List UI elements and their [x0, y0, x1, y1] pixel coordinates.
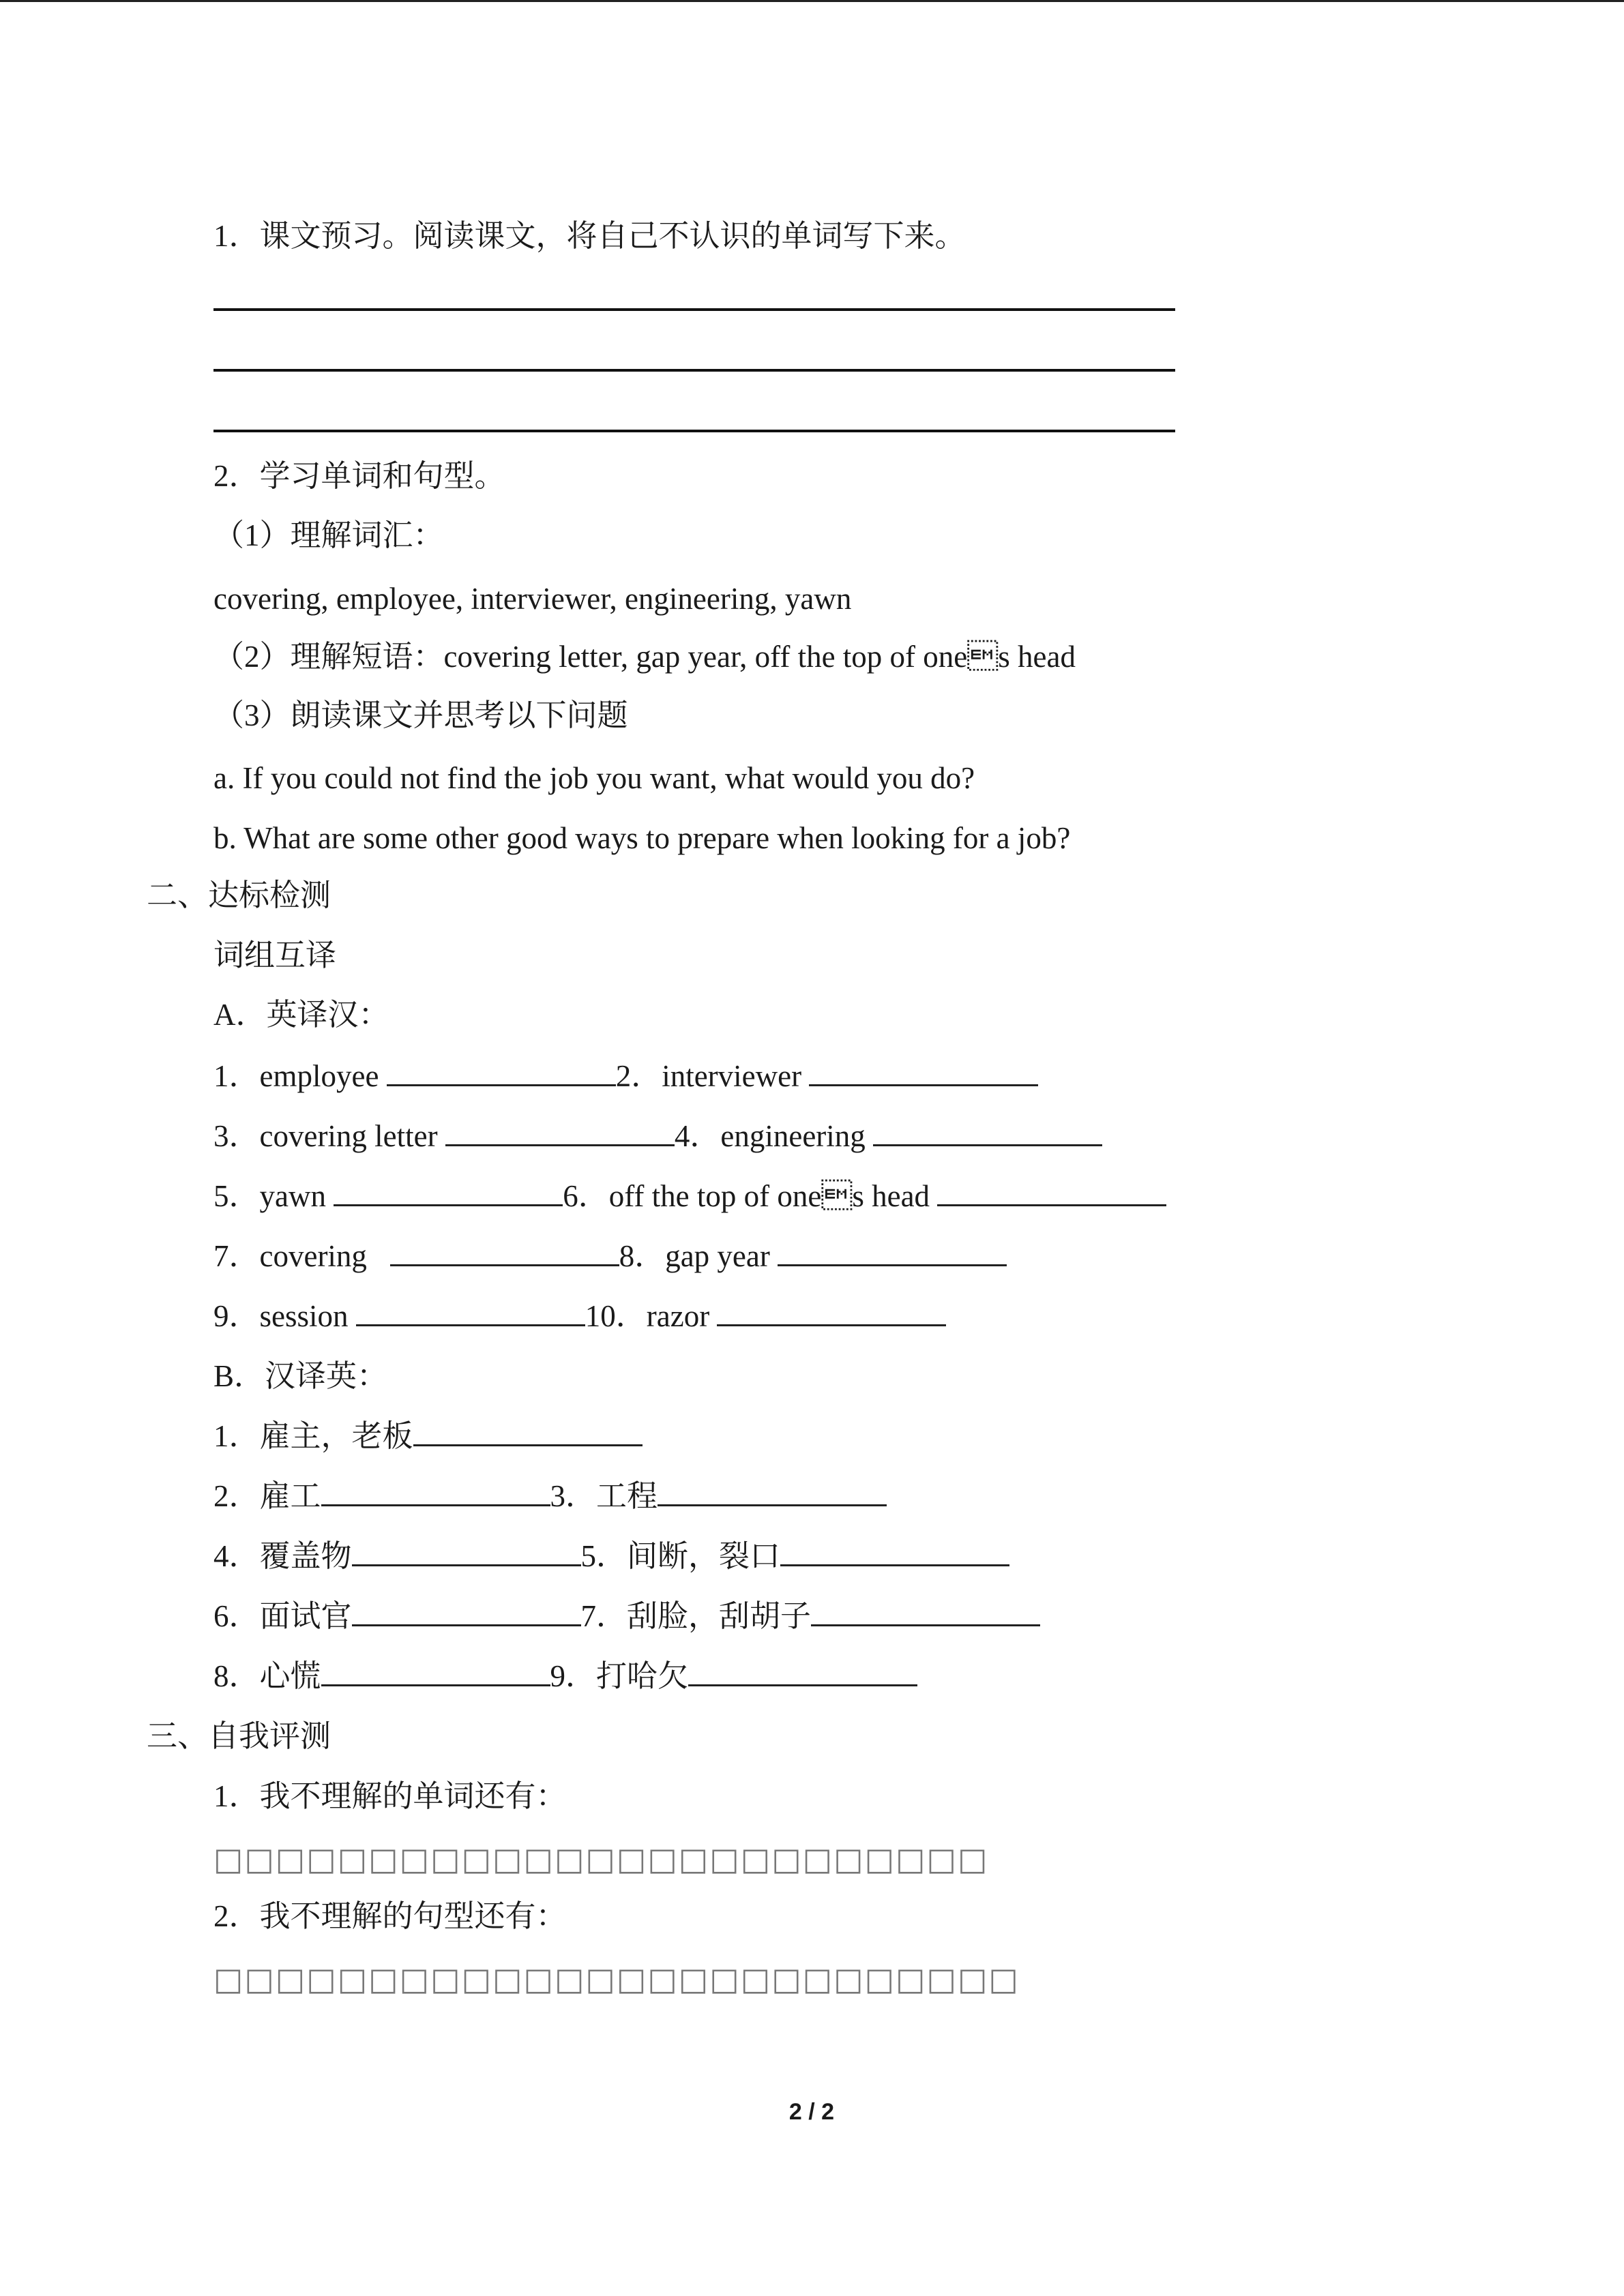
answer-blank[interactable]	[445, 1117, 675, 1146]
b-term: 9．打哈欠	[550, 1659, 689, 1693]
self-eval-q2: 2．我不理解的句型还有：	[213, 1899, 567, 1933]
answer-blank[interactable]	[717, 1297, 946, 1326]
a-term: 2．interviewer	[615, 1059, 810, 1093]
question-a: a. If you could not find the job you want, what would you do?	[213, 761, 975, 795]
page-top-border	[0, 0, 1624, 2]
preview-item-1: 1．课文预习。阅读课文，将自己不认识的单词写下来。	[213, 219, 966, 253]
a-term: 1．employee	[213, 1059, 387, 1093]
question-b: b. What are some other good ways to prepare when looking for a job?	[213, 821, 1071, 855]
a-term: 5．yawn	[213, 1179, 334, 1213]
answer-blank[interactable]	[352, 1597, 581, 1626]
a-term: 4．engineering	[674, 1119, 874, 1153]
a-row-2	[213, 1117, 1102, 1155]
preview-sub-2: （2）理解短语：covering letter, gap year, off the top of ones head	[213, 640, 1076, 674]
a-row-3	[213, 1177, 1166, 1215]
self-eval-q1: 1．我不理解的单词还有：	[213, 1779, 567, 1813]
answer-blank[interactable]	[811, 1597, 1040, 1626]
a-row-5	[213, 1297, 946, 1335]
answer-line-1[interactable]	[213, 308, 1175, 311]
b-term: 4．覆盖物	[213, 1539, 352, 1573]
b-row-4	[213, 1597, 1040, 1635]
answer-blank[interactable]	[688, 1657, 917, 1686]
answer-blank[interactable]	[413, 1417, 643, 1446]
part-a-label: A．英译汉：	[213, 998, 389, 1032]
answer-blank[interactable]	[658, 1477, 887, 1506]
b-term: 8．心慌	[213, 1659, 321, 1693]
a-term: 7．covering	[213, 1239, 390, 1273]
answer-boxes-2[interactable]: □□□□□□□□□□□□□□□□□□□□□□□□□□	[213, 1960, 1020, 1997]
b-row-2	[213, 1477, 887, 1515]
answer-boxes-1[interactable]: □□□□□□□□□□□□□□□□□□□□□□□□□	[213, 1840, 989, 1877]
a-term: 6．off the top of ones head	[563, 1179, 938, 1213]
answer-blank[interactable]	[390, 1237, 619, 1266]
answer-blank[interactable]	[334, 1177, 563, 1206]
a-term: 9．session	[213, 1299, 356, 1333]
answer-blank[interactable]	[352, 1537, 581, 1566]
a-row-4	[213, 1237, 1007, 1275]
b-term: 5．间断，裂口	[580, 1539, 781, 1573]
b-term: 2．雇工	[213, 1479, 321, 1513]
b-term: 6．面试官	[213, 1599, 352, 1633]
section-2-sub: 词组互译	[213, 938, 337, 972]
b-row-5	[213, 1657, 917, 1695]
section-3-heading: 三、自我评测	[147, 1719, 331, 1753]
answer-blank[interactable]	[387, 1057, 616, 1086]
a-term: 10．razor	[585, 1299, 718, 1333]
answer-blank[interactable]	[809, 1057, 1038, 1086]
answer-blank[interactable]	[873, 1117, 1102, 1146]
section-2-heading: 二、达标检测	[147, 878, 331, 912]
answer-line-3[interactable]	[213, 430, 1175, 432]
answer-blank[interactable]	[321, 1657, 550, 1686]
answer-blank[interactable]	[356, 1297, 585, 1326]
preview-sub-3: （3）朗读课文并思考以下问题	[213, 698, 628, 732]
answer-blank[interactable]	[778, 1237, 1007, 1266]
b-term: 7．刮脸，刮胡子	[580, 1599, 812, 1633]
part-b-label: B．汉译英：	[213, 1359, 388, 1393]
page-number: 2 / 2	[788, 2099, 835, 2125]
b-row-1	[213, 1417, 643, 1455]
a-row-1	[213, 1057, 1038, 1095]
answer-blank[interactable]	[780, 1537, 1009, 1566]
answer-blank[interactable]	[321, 1477, 550, 1506]
b-term: 1．雇主，老板	[213, 1419, 413, 1453]
a-term: 3．covering letter	[213, 1119, 445, 1153]
a-term: 8．gap year	[619, 1239, 778, 1273]
b-term: 3．工程	[550, 1479, 658, 1513]
preview-item-2: 2．学习单词和句型。	[213, 459, 505, 493]
preview-sub-1: （1）理解词汇：	[213, 518, 444, 552]
b-row-3	[213, 1537, 1009, 1575]
vocab-list: covering, employee, interviewer, engineering, yawn	[213, 582, 852, 616]
answer-blank[interactable]	[937, 1177, 1166, 1206]
answer-line-2[interactable]	[213, 369, 1175, 372]
